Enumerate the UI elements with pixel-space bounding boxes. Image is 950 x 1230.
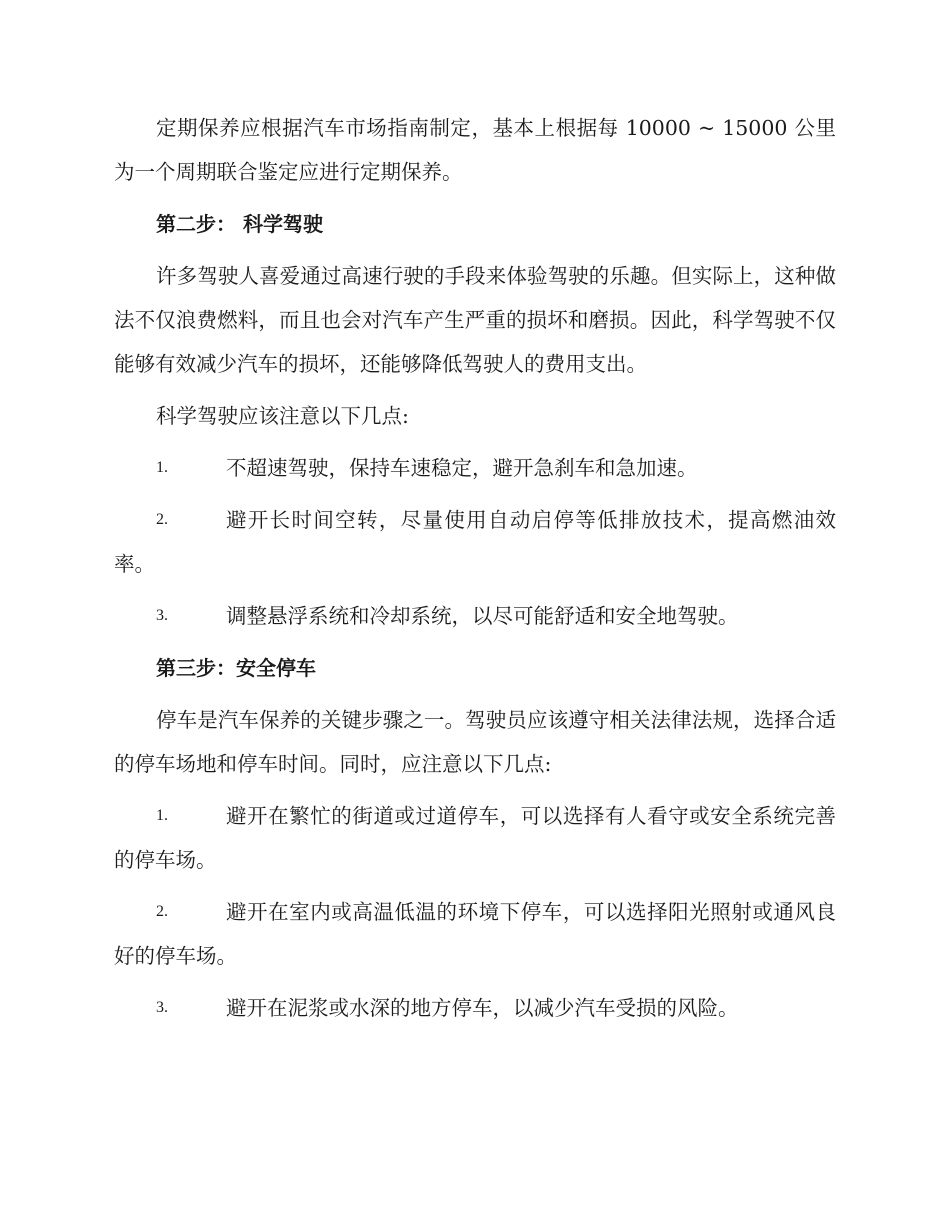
list-item-text: 避开长时间空转，尽量使用自动启停等低排放技术，提高燃油效率。 — [114, 508, 836, 576]
heading-step-2: 第二步： 科学驾驶 — [156, 212, 323, 236]
list-number: 1. — [156, 459, 168, 476]
list-item-parking-2 — [114, 890, 836, 978]
list-item-driving-3 — [114, 594, 836, 638]
list-item-text: 调整悬浮系统和冷却系统，以尽可能舒适和安全地驾驶。 — [226, 604, 739, 628]
list-item-parking-1 — [114, 794, 836, 882]
document-page — [114, 106, 836, 1038]
list-number: 3. — [156, 999, 168, 1016]
list-item-text: 避开在室内或高温低温的环境下停车，可以选择阳光照射或通风良好的停车场。 — [114, 900, 836, 968]
list-number: 1. — [156, 807, 168, 824]
paragraph-maintenance-schedule: 定期保养应根据汽车市场指南制定，基本上根据每 10000 ~ 15000 公里为一个周期联合鉴定应进行定期保养。 — [114, 116, 836, 184]
paragraph-driving-intro: 科学驾驶应该注意以下几点: — [156, 404, 409, 428]
list-item-parking-3 — [114, 986, 836, 1030]
list-item-text: 避开在泥浆或水深的地方停车，以减少汽车受损的风险。 — [226, 996, 739, 1020]
list-number: 3. — [156, 607, 168, 624]
list-item-text: 避开在繁忙的街道或过道停车，可以选择有人看守或安全系统完善的停车场。 — [114, 804, 836, 872]
list-item-driving-2 — [114, 498, 836, 586]
list-item-driving-1 — [114, 446, 836, 490]
list-number: 2. — [156, 511, 168, 528]
paragraph-scientific-driving: 许多驾驶人喜爱通过高速行驶的手段来体验驾驶的乐趣。但实际上，这种做法不仅浪费燃料，而且也会对汽车产生严重的损坏和磨损。因此，科学驾驶不仅能够有效减少汽车的损坏，还能够降低驾驶人的费用支出。 — [114, 264, 836, 376]
paragraph-safe-parking: 停车是汽车保养的关键步骤之一。驾驶员应该遵守相关法律法规，选择合适的停车场地和停车时间。同时，应注意以下几点: — [114, 708, 836, 776]
heading-step-3: 第三步：安全停车 — [156, 656, 316, 680]
list-item-text: 不超速驾驶，保持车速稳定，避开急刹车和急加速。 — [226, 456, 698, 480]
list-number: 2. — [156, 903, 168, 920]
